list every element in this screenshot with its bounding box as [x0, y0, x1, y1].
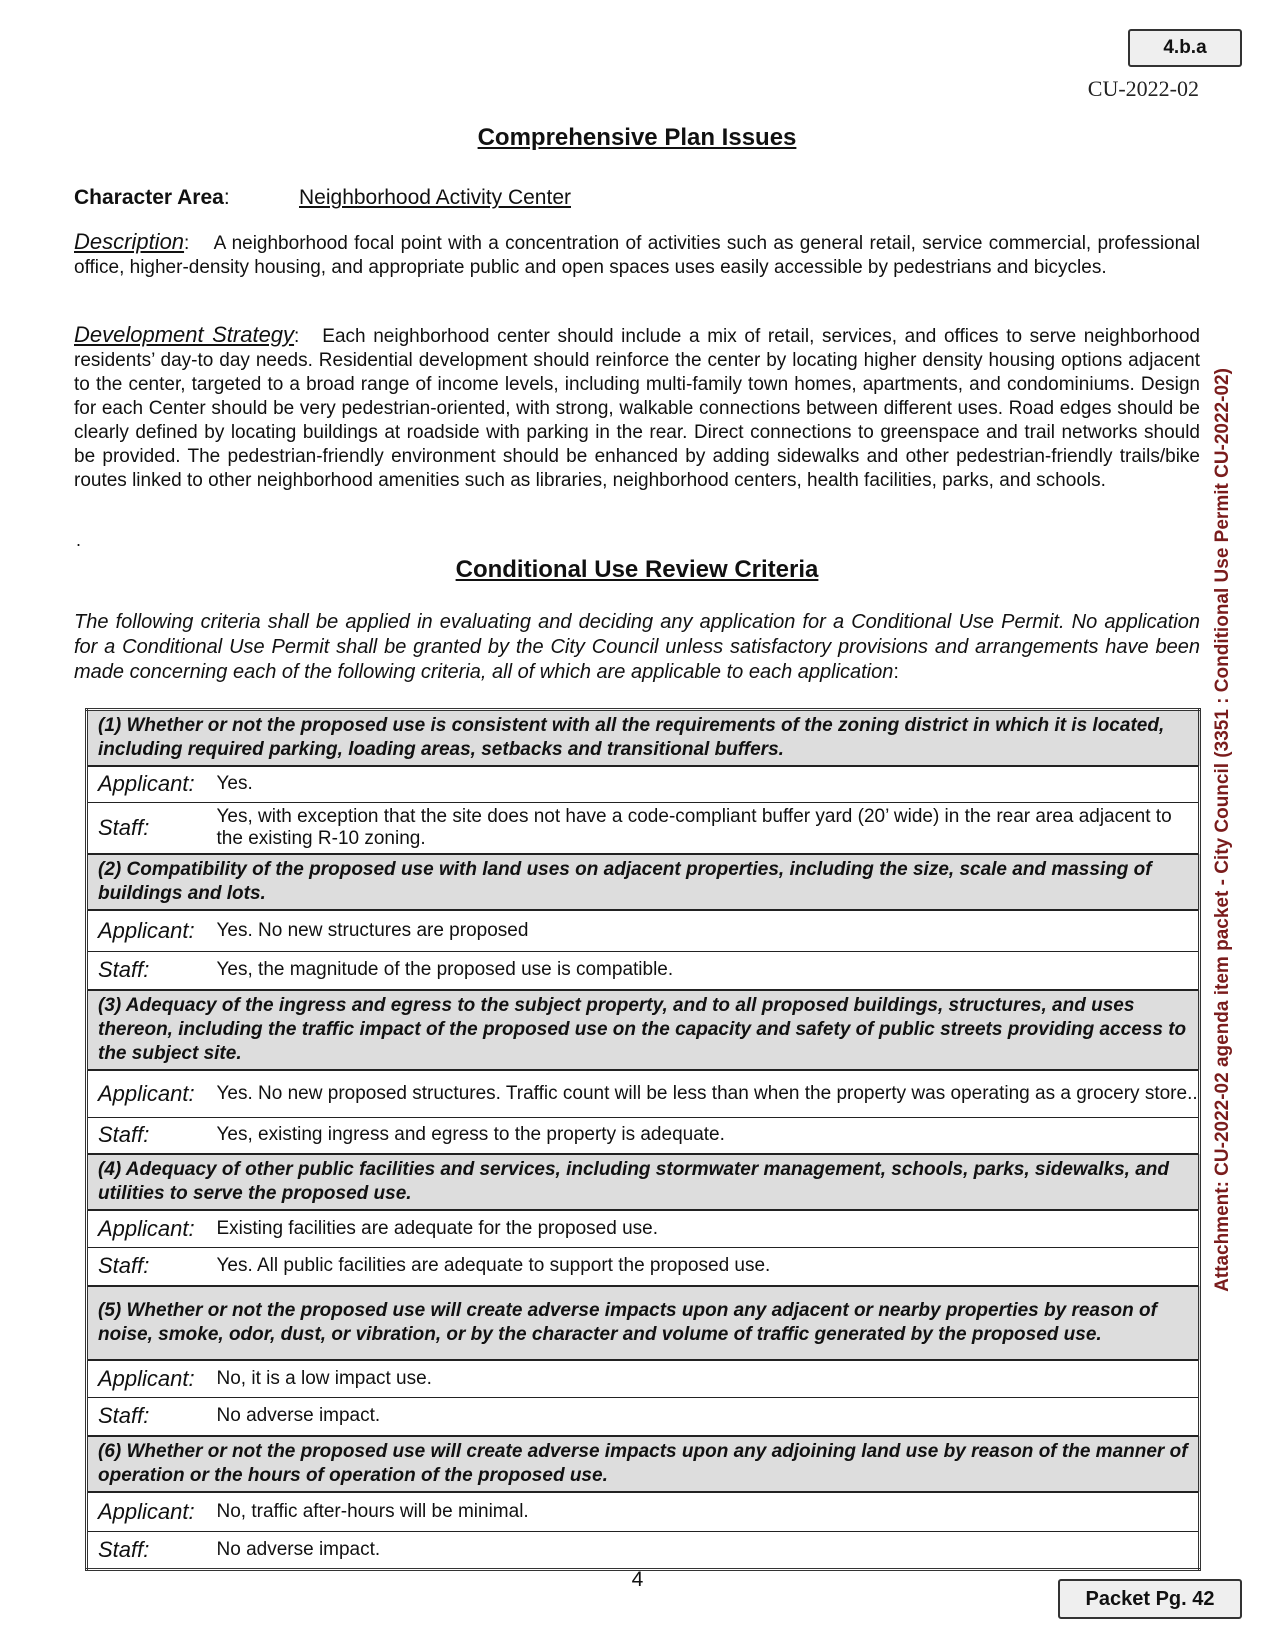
strategy-text: Each neighborhood center should include a mix of retail, services, and offices to serve neighborhood residents’ day-to day needs. Residential development should reinforce the center by locating higher density housing options adjacent to the center, targeted to a broad range of income levels, including multi-family town homes, apartments, and condominiums. Design for each Center should be very pedestrian-oriented, with strong, walkable connections between different uses. Road edges should be clearly defined by locating buildings at roadside with parking in the rear. Direct connections to greenspace and trail networks should be provided. The pedestrian-friendly environment should be enhanced by adding sidewalks and other pedestrian-friendly trails/bike routes linked to other neighborhood amenities such as libraries, neighborhood centers, health facilities, parks, and schools.	[74, 326, 1201, 491]
staff-response: No adverse impact.	[217, 1398, 1200, 1436]
review-section-title: Conditional Use Review Criteria	[455, 556, 819, 583]
attachment-sidebar-text: Attachment: CU-2022-02 agenda item packet - City Council (3351 : Conditional Use Permit CU-2022-02)	[1212, 368, 1234, 1292]
applicant-response: No, traffic after-hours will be minimal.	[217, 1492, 1200, 1532]
applicant-label: Applicant:	[87, 1070, 217, 1118]
staff-label: Staff:	[87, 802, 217, 854]
staff-response: Yes. All public facilities are adequate to support the proposed use.	[217, 1248, 1200, 1286]
stray-dot: .	[76, 530, 82, 550]
description-label: Description	[74, 229, 185, 254]
staff-label: Staff:	[87, 952, 217, 990]
review-intro-text: The following criteria shall be applied in evaluating and deciding any application for a Conditional Use Permit. No application for a Conditional Use Permit shall be granted by the City Council unless satisfactory provisions and arrangements have been made concerning each of the following criteria, all of which are applicable to each application	[74, 611, 1200, 683]
review-intro-colon: :	[893, 661, 899, 683]
case-number: CU-2022-02	[1087, 76, 1199, 101]
staff-row	[87, 1532, 1200, 1570]
criterion-text: (5) Whether or not the proposed use will create adverse impacts upon any adjacent or nearby properties by reason of noise, smoke, odor, dust, or vibration, or by the character and volume of traffic generated by the proposed use.	[87, 1286, 1200, 1360]
staff-label: Staff:	[87, 1532, 217, 1570]
strategy-label: Development Strategy	[74, 322, 295, 347]
staff-response: No adverse impact.	[217, 1532, 1200, 1570]
staff-row	[87, 1398, 1200, 1436]
staff-row	[87, 952, 1200, 990]
staff-row	[87, 1248, 1200, 1286]
criterion-row	[87, 1286, 1200, 1360]
applicant-row	[87, 766, 1200, 802]
character-area	[74, 186, 571, 210]
applicant-response: Yes.	[217, 766, 1200, 802]
applicant-row	[87, 1210, 1200, 1248]
applicant-label: Applicant:	[87, 766, 217, 802]
staff-label: Staff:	[87, 1118, 217, 1154]
criterion-row	[87, 1436, 1200, 1492]
applicant-label: Applicant:	[87, 1360, 217, 1398]
description-text: A neighborhood focal point with a concentration of activities such as general retail, service commercial, professional office, higher-density housing, and appropriate public and open spaces uses easily accessible by pedestrians and bicycles.	[74, 233, 1200, 278]
criteria-table	[85, 708, 1201, 1571]
criterion-text: (3) Adequacy of the ingress and egress to the subject property, and to all proposed buildings, structures, and uses thereon, including the traffic impact of the proposed use on the capacity and safety of public streets providing access to the subject site.	[87, 990, 1200, 1070]
applicant-response: No, it is a low impact use.	[217, 1360, 1200, 1398]
criterion-row	[87, 710, 1200, 767]
page-number: 4	[631, 1568, 644, 1591]
applicant-label: Applicant:	[87, 1210, 217, 1248]
staff-response: Yes, with exception that the site does not have a code-compliant buffer yard (20’ wide) in the rear area adjacent to the existing R-10 zoning.	[217, 802, 1200, 854]
attachment-sidebar	[1203, 325, 1243, 1335]
applicant-row	[87, 1070, 1200, 1118]
applicant-row	[87, 1360, 1200, 1398]
plan-section-title: Comprehensive Plan Issues	[477, 124, 797, 151]
applicant-label: Applicant:	[87, 910, 217, 952]
applicant-response: Yes. No new proposed structures. Traffic count will be less than when the property was operating as a grocery store..	[217, 1070, 1200, 1118]
criterion-row	[87, 1154, 1200, 1210]
review-intro	[74, 610, 1200, 685]
packet-page-box: Packet Pg. 42	[1058, 1579, 1242, 1619]
description-paragraph: Description: A neighborhood focal point with a concentration of activities such as general retail, service commercial, professional office, higher-density housing, and appropriate public and open spaces uses easily accessible by pedestrians and bicycles.	[74, 229, 1200, 278]
staff-row	[87, 1118, 1200, 1154]
criterion-row	[87, 854, 1200, 910]
character-area-label: Character Area:	[74, 186, 230, 209]
staff-label: Staff:	[87, 1398, 217, 1436]
criterion-text: (6) Whether or not the proposed use will create adverse impacts upon any adjoining land use by reason of the manner of operation or the hours of operation of the proposed use.	[87, 1436, 1200, 1492]
applicant-label: Applicant:	[87, 1492, 217, 1532]
applicant-row	[87, 910, 1200, 952]
criterion-text: (1) Whether or not the proposed use is consistent with all the requirements of the zoning district in which it is located, including required parking, loading areas, setbacks and transitional buffers.	[87, 710, 1200, 767]
staff-row	[87, 802, 1200, 854]
applicant-row	[87, 1492, 1200, 1532]
applicant-response: Yes. No new structures are proposed	[217, 910, 1200, 952]
criterion-text: (2) Compatibility of the proposed use with land uses on adjacent properties, including the size, scale and massing of buildings and lots.	[87, 854, 1200, 910]
strategy-paragraph: Development Strategy: Each neighborhood center should include a mix of retail, services, and offices to serve neighborhood residents’ day-to day needs. Residential development should reinforce the center by locating higher density housing options adjacent to the center, targeted to a broad range of income levels, including multi-family town homes, apartments, and condominiums. Design for each Center should be very pedestrian-oriented, with strong, walkable connections between different uses. Road edges should be clearly defined by locating buildings at roadside with parking in the rear. Direct connections to greenspace and trail networks should be provided. The pedestrian-friendly environment should be enhanced by adding sidewalks and other pedestrian-friendly trails/bike routes linked to other neighborhood amenities such as libraries, neighborhood centers, health facilities, parks, and schools.	[74, 322, 1201, 491]
character-area-value: Neighborhood Activity Center	[299, 186, 571, 209]
staff-response: Yes, the magnitude of the proposed use is compatible.	[217, 952, 1200, 990]
criterion-text: (4) Adequacy of other public facilities and services, including stormwater management, schools, parks, sidewalks, and utilities to serve the proposed use.	[87, 1154, 1200, 1210]
agenda-item-tag: 4.b.a	[1128, 29, 1242, 67]
applicant-response: Existing facilities are adequate for the proposed use.	[217, 1210, 1200, 1248]
staff-label: Staff:	[87, 1248, 217, 1286]
staff-response: Yes, existing ingress and egress to the property is adequate.	[217, 1118, 1200, 1154]
criterion-row	[87, 990, 1200, 1070]
